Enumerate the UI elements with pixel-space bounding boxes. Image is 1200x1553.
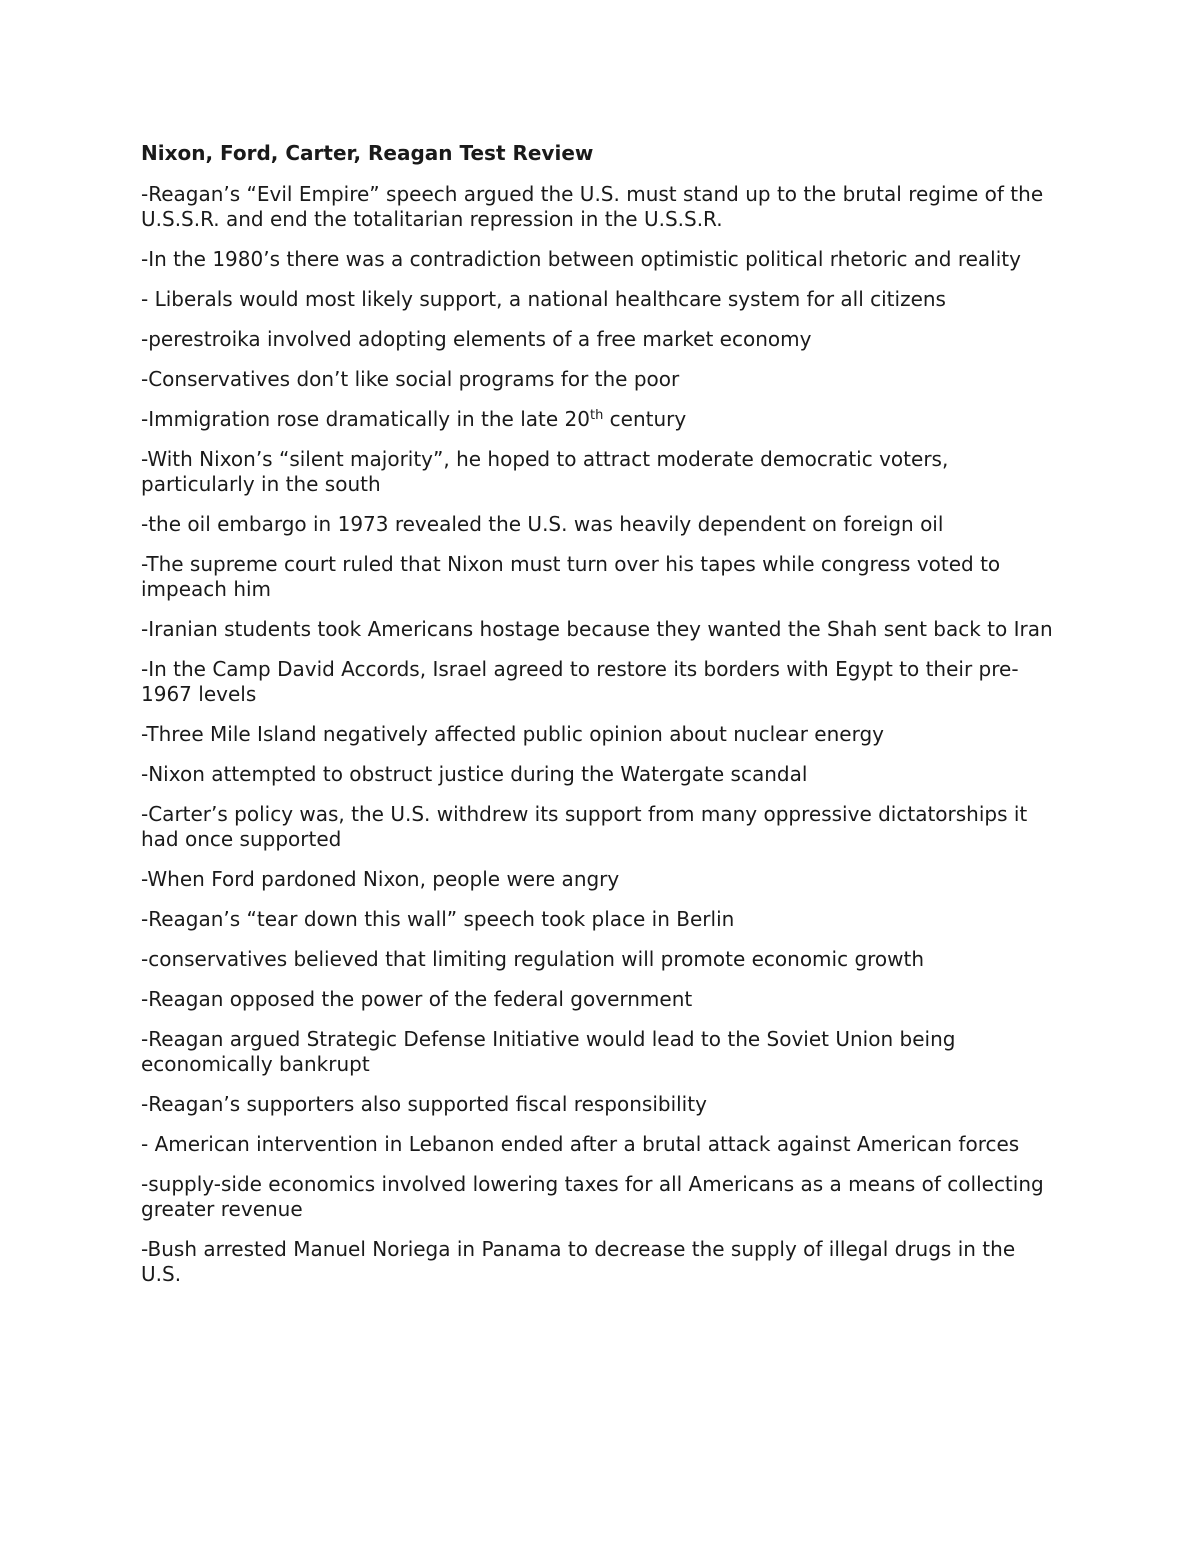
- review-item: [141, 947, 1056, 972]
- review-item-text: -Reagan opposed the power of the federal government: [141, 987, 693, 1011]
- review-item: [141, 182, 1056, 232]
- review-item-text: -Carter’s policy was, the U.S. withdrew its support from many oppressive dictatorships it had once supported: [141, 802, 1028, 851]
- review-item-superscript: th: [589, 408, 604, 423]
- review-item-text: -Reagan’s “tear down this wall” speech took place in Berlin: [141, 907, 735, 931]
- review-list: [141, 182, 1056, 1287]
- review-item: [141, 1237, 1056, 1287]
- review-item: [141, 907, 1056, 932]
- review-item-text: -conservatives believed that limiting regulation will promote economic growth: [141, 947, 925, 971]
- document-title: Nixon, Ford, Carter, Reagan Test Review: [141, 141, 594, 165]
- review-item-text: -Nixon attempted to obstruct justice during the Watergate scandal: [141, 762, 808, 786]
- review-item-text: -In the 1980’s there was a contradiction between optimistic political rhetoric and reality: [141, 247, 1021, 271]
- review-item: [141, 447, 1056, 497]
- review-item-text: -When Ford pardoned Nixon, people were angry: [141, 867, 620, 891]
- review-item: [141, 407, 1056, 432]
- document-page: [141, 140, 1056, 1302]
- review-item: [141, 367, 1056, 392]
- review-item: [141, 552, 1056, 602]
- review-item-text: -The supreme court ruled that Nixon must turn over his tapes while congress voted to impeach him: [141, 552, 1001, 601]
- review-item-text: - American intervention in Lebanon ended after a brutal attack against American forces: [141, 1132, 1020, 1156]
- review-item-text: -supply-side economics involved lowering taxes for all Americans as a means of collecting greater revenue: [141, 1172, 1044, 1221]
- review-item: [141, 512, 1056, 537]
- review-item-text: -Reagan’s supporters also supported fiscal responsibility: [141, 1092, 707, 1116]
- review-item: [141, 722, 1056, 747]
- review-item-text: -Bush arrested Manuel Noriega in Panama to decrease the supply of illegal drugs in the U.S.: [141, 1237, 1016, 1286]
- review-item: [141, 657, 1056, 707]
- review-item: [141, 1027, 1056, 1077]
- review-item-text: -Reagan argued Strategic Defense Initiative would lead to the Soviet Union being economically bankrupt: [141, 1027, 956, 1076]
- review-item-text: -In the Camp David Accords, Israel agreed to restore its borders with Egypt to their pre-1967 levels: [141, 657, 1019, 706]
- review-item-text: -Iranian students took Americans hostage because they wanted the Shah sent back to Iran: [141, 617, 1053, 641]
- review-item-text: -Three Mile Island negatively affected public opinion about nuclear energy: [141, 722, 884, 746]
- review-item: [141, 802, 1056, 852]
- review-item-text: -Conservatives don’t like social programs for the poor: [141, 367, 680, 391]
- review-item: [141, 287, 1056, 312]
- review-item: [141, 987, 1056, 1012]
- review-item: [141, 867, 1056, 892]
- review-item: [141, 1132, 1056, 1157]
- review-item-text-continued: century: [603, 407, 687, 431]
- review-item: [141, 247, 1056, 272]
- review-item: [141, 762, 1056, 787]
- review-item: [141, 617, 1056, 642]
- review-item: [141, 1092, 1056, 1117]
- review-item: [141, 1172, 1056, 1222]
- review-item-text: -Immigration rose dramatically in the late 20: [141, 407, 590, 431]
- review-item-text: -the oil embargo in 1973 revealed the U.S. was heavily dependent on foreign oil: [141, 512, 944, 536]
- review-item-text: -perestroika involved adopting elements of a free market economy: [141, 327, 812, 351]
- review-item: [141, 327, 1056, 352]
- review-item-text: -With Nixon’s “silent majority”, he hoped to attract moderate democratic voters, particularly in the south: [141, 447, 949, 496]
- review-item-text: -Reagan’s “Evil Empire” speech argued the U.S. must stand up to the brutal regime of the U.S.S.R. and end the totalitarian repression in the U.S.S.R.: [141, 182, 1044, 231]
- review-item-text: - Liberals would most likely support, a national healthcare system for all citizens: [141, 287, 946, 311]
